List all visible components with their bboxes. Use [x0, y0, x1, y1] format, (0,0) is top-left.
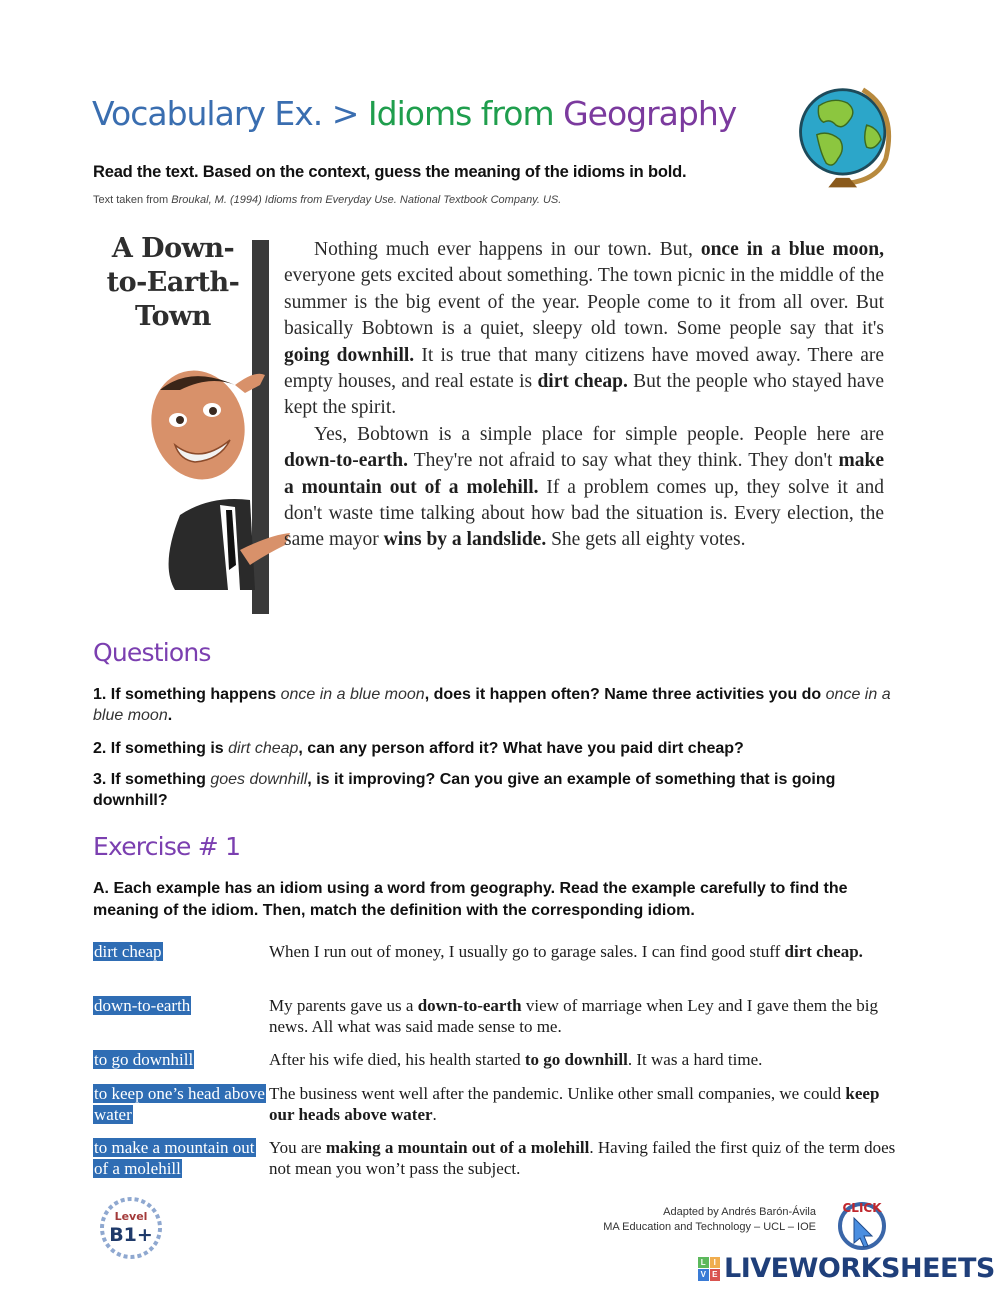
text-run: It is true that many citizens have moved away. There are empty houses, and real estate is	[284, 344, 884, 393]
text-run: everyone gets excited about something. The town picnic in the middle of the summer is the big event of the year. People come to it from all over. But basically Bobtown is a quiet, sleepy old town. Some people say that it's	[284, 265, 884, 340]
title-part-idioms: Idioms from	[367, 94, 564, 133]
page-title	[92, 94, 736, 133]
idiom-label-cell[interactable]	[93, 1137, 269, 1179]
liveworksheets-brand[interactable]	[698, 1253, 995, 1284]
idiom-example	[269, 995, 905, 1037]
text-run: They're not afraid to say what they think. They don't	[408, 450, 839, 472]
text-run: 1. If something happens	[93, 686, 281, 703]
emphasized-text: dirt cheap.	[537, 371, 628, 393]
source-prefix: Text taken from	[93, 194, 172, 206]
source-reference: Broukal, M. (1994) Idioms from Everyday Use. National Textbook Company. US.	[171, 194, 562, 206]
idiom-example	[269, 941, 905, 962]
emphasized-text: once in a blue moon,	[700, 239, 884, 260]
title-part-vocabulary: Vocabulary Ex. >	[92, 94, 368, 133]
idiom-row	[93, 995, 905, 1037]
exercise-instruction: A. Each example has an idiom using a word from geography. Read the example carefully to find the meaning of the idiom. Then, match the definition with the corresponding idiom.	[93, 880, 848, 919]
live-letter: L	[698, 1257, 709, 1269]
idiom-label[interactable]: to keep one’s head above water	[94, 1084, 265, 1124]
text-run: The business went well after the pandemic. Unlike other small companies, we could	[269, 1084, 846, 1103]
story-text	[284, 237, 884, 554]
idiom-example	[269, 1049, 905, 1070]
reading-instruction: Read the text. Based on the context, guess the meaning of the idioms in bold.	[93, 163, 687, 181]
cartoon-man-pointing-illustration	[140, 365, 300, 590]
emphasized-text: once in a blue moon	[280, 686, 425, 703]
text-run: .	[432, 1105, 437, 1124]
question-2	[93, 738, 903, 759]
emphasized-text: make a mountain out of a molehill.	[284, 450, 884, 498]
question-1	[93, 684, 903, 726]
idiom-label[interactable]: down-to-earth	[94, 996, 191, 1015]
emphasized-text: dirt cheap	[228, 740, 299, 757]
emphasized-text: goes downhill	[210, 771, 308, 788]
idiom-label-cell[interactable]	[93, 1049, 269, 1070]
story-title-line: A Down-	[111, 233, 235, 264]
text-run: . It was a hard time.	[627, 1050, 763, 1069]
title-part-geography: Geography	[563, 94, 737, 133]
questions-heading: Questions	[93, 638, 211, 667]
text-run: , does it happen often? Name three activities you do	[424, 686, 826, 703]
story-title-line: to-Earth-	[106, 267, 240, 298]
idiom-label-cell[interactable]	[93, 995, 269, 1037]
emphasized-text: dirt cheap.	[784, 942, 863, 961]
text-run: But the people who stayed have kept the spirit.	[284, 371, 884, 419]
emphasized-text: down-to-earth	[417, 996, 522, 1015]
idiom-row	[93, 1137, 905, 1179]
emphasized-text: once in a blue moon	[93, 686, 891, 724]
idiom-row	[93, 1083, 905, 1125]
story-paragraph-2	[284, 422, 884, 554]
globe-icon	[790, 82, 905, 197]
source-citation	[93, 194, 561, 206]
idiom-row	[93, 941, 905, 962]
click-logo-text: CLICK	[842, 1201, 882, 1215]
question-3	[93, 769, 903, 811]
emphasized-text: to go downhill	[524, 1050, 628, 1069]
exercise-heading: Exercise # 1	[93, 832, 241, 861]
emphasized-text: keep our heads above water	[269, 1084, 880, 1124]
text-run: If a problem comes up, they solve it and don't waste time talking about how bad the situation is. Every election, the same mayor	[284, 476, 885, 551]
story-title-line: Town	[135, 301, 211, 332]
text-run: She gets all eighty votes.	[546, 529, 746, 551]
text-run: , is it improving? Can you give an example of something that is going downhill?	[93, 771, 836, 809]
emphasized-text: down-to-earth.	[284, 450, 409, 472]
story-title	[92, 232, 254, 334]
emphasized-text: going downhill.	[284, 344, 415, 366]
text-run: After his wife died, his health started	[269, 1050, 525, 1069]
live-letter: I	[710, 1257, 721, 1269]
idiom-label-cell[interactable]	[93, 941, 269, 962]
credit-block	[560, 1205, 816, 1235]
story-paragraph-1	[284, 237, 884, 422]
level-badge-icon	[98, 1195, 164, 1261]
emphasized-text: wins by a landslide.	[383, 529, 547, 551]
text-run: Yes, Bobtown is a simple place for simple people. People here are	[314, 423, 884, 445]
text-run: My parents gave us a	[269, 996, 418, 1015]
level-word: Level	[114, 1210, 148, 1223]
idiom-label[interactable]: to make a mountain out of a molehill	[94, 1138, 255, 1178]
emphasized-text: making a mountain out of a molehill	[325, 1138, 590, 1157]
idiom-label-cell[interactable]	[93, 1083, 269, 1125]
credit-author: Adapted by Andrés Barón-Ávila	[663, 1206, 816, 1218]
text-run: .	[167, 707, 173, 724]
idiom-example	[269, 1083, 905, 1125]
click-learning-logo-icon	[826, 1196, 898, 1252]
level-value: B1+	[109, 1224, 153, 1246]
live-letter: E	[710, 1269, 721, 1281]
text-run: . Having failed the first quiz of the term does not mean you won’t pass the subject.	[269, 1138, 896, 1178]
credit-affiliation: MA Education and Technology – UCL – IOE	[603, 1221, 816, 1233]
text-run: You are	[269, 1138, 326, 1157]
idiom-label[interactable]: to go downhill	[94, 1050, 194, 1069]
idiom-example	[269, 1137, 905, 1179]
live-letter: V	[698, 1269, 709, 1281]
brand-name: LIVEWORKSHEETS	[724, 1253, 995, 1284]
idiom-row	[93, 1049, 905, 1070]
text-run: Nothing much ever happens in our town. But,	[314, 239, 701, 260]
text-run: view of marriage when Ley and I gave them the big news. All what was said made sense to me.	[269, 996, 879, 1036]
text-run: When I run out of money, I usually go to garage sales. I can find good stuff	[269, 942, 785, 961]
idiom-label[interactable]: dirt cheap	[94, 942, 162, 961]
text-run: 2. If something is	[93, 740, 229, 757]
text-run: , can any person afford it? What have you paid dirt cheap?	[298, 740, 744, 757]
live-blocks-icon	[698, 1257, 720, 1281]
text-run: 3. If something	[93, 771, 211, 788]
